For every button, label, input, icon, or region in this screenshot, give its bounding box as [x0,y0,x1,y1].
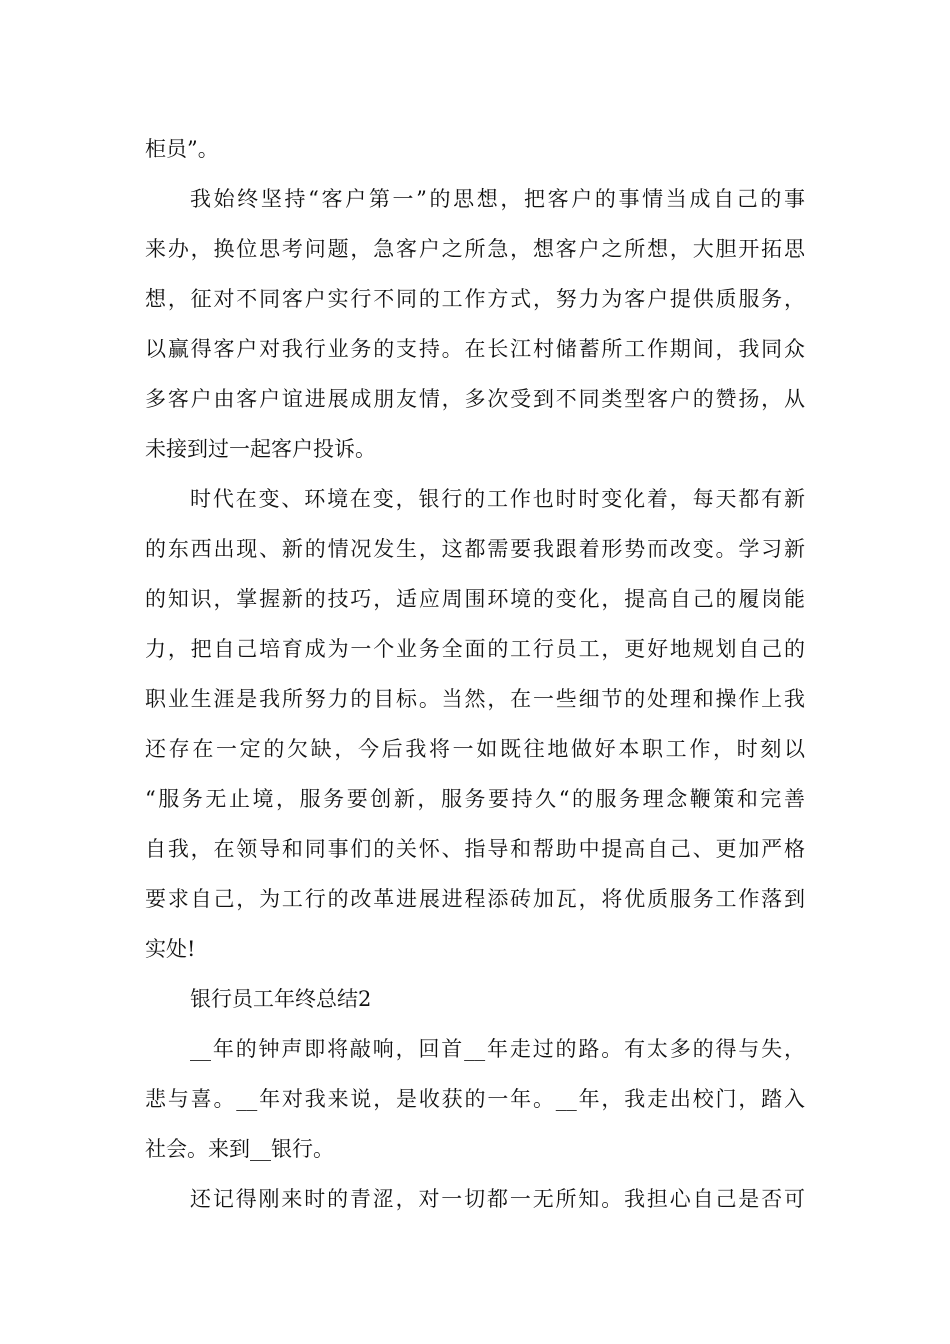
text-line: 时代在变、环境在变，银行的工作也时时变化着，每天都有新 [190,487,805,511]
text-line: 自我，在领导和同事们的关怀、指导和帮助中提高自己、更加严格 [145,837,805,861]
text-line: 柜员”。 [145,137,219,161]
text-line: 社会。来到__银行。 [145,1137,334,1161]
text-line: 还存在一定的欠缺，今后我将一如既往地做好本职工作，时刻以 [145,737,805,761]
text-line: 未接到过一起客户投诉。 [145,437,376,461]
text-line: __年的钟声即将敲响，回首__年走过的路。有太多的得与失， [190,1037,805,1061]
text-line: 多客户由客户谊进展成朋友情，多次受到不同类型客户的赞扬，从 [145,387,805,411]
text-line: 的知识，掌握新的技巧，适应周围环境的变化，提高自己的履岗能 [145,587,805,611]
text-line: 还记得刚来时的青涩，对一切都一无所知。我担心自己是否可 [190,1187,805,1211]
section-heading: 银行员工年终总结2 [190,987,372,1011]
text-line: 我始终坚持“客户第一”的思想，把客户的事情当成自己的事 [190,187,805,211]
text-line: 力，把自己培育成为一个业务全面的工行员工，更好地规划自己的 [145,637,805,661]
text-line: 以赢得客户对我行业务的支持。在长江村储蓄所工作期间，我同众 [145,337,805,361]
text-line: 的东西出现、新的情况发生，这都需要我跟着形势而改变。学习新 [145,537,805,561]
text-line: 想，征对不同客户实行不同的工作方式，努力为客户提供质服务， [145,287,805,311]
text-line: 悲与喜。__年对我来说，是收获的一年。__年，我走出校门，踏入 [145,1087,805,1111]
text-line: 来办，换位思考问题，急客户之所急，想客户之所想，大胆开拓思 [145,237,805,261]
text-line: 实处! [145,937,196,961]
text-line: 职业生涯是我所努力的目标。当然，在一些细节的处理和操作上我 [145,687,805,711]
text-line: “服务无止境，服务要创新，服务要持久“的服务理念鞭策和完善 [145,787,805,811]
text-line: 要求自己，为工行的改革进展进程添砖加瓦，将优质服务工作落到 [145,887,805,911]
